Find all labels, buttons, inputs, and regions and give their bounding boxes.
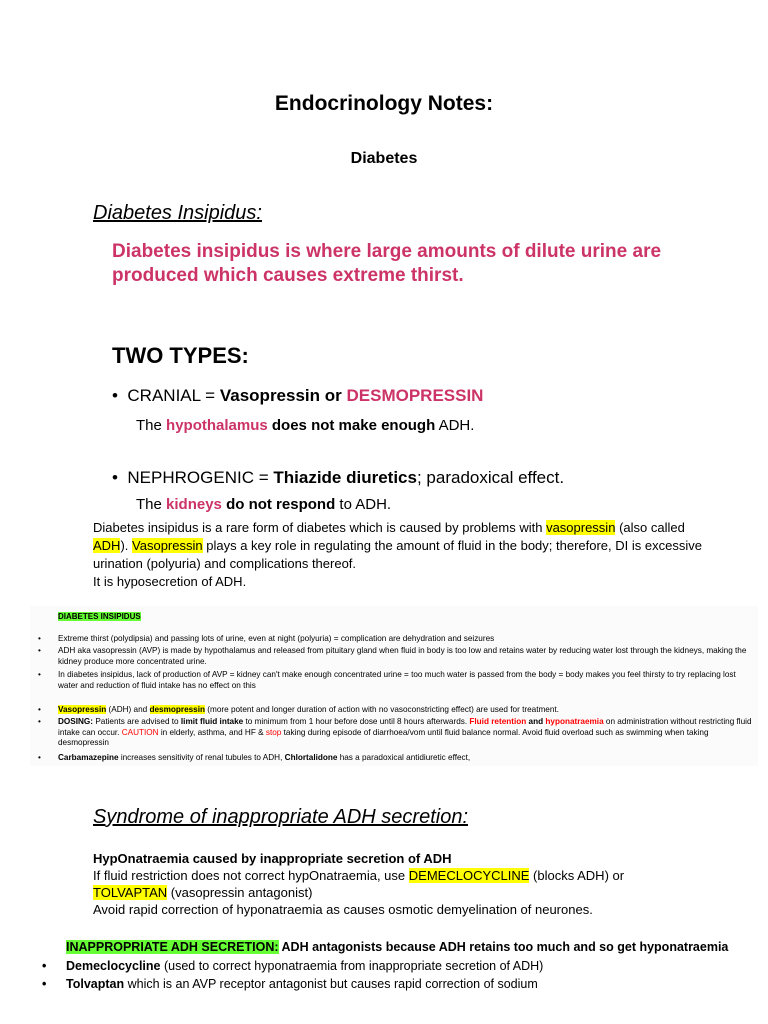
siadh-paragraph (93, 850, 713, 918)
para-text-2: (also called (619, 520, 685, 535)
box-desmopressin: desmopressin (149, 705, 206, 714)
box-chlortalidone: Chlortalidone (284, 753, 338, 762)
nephrogenic-desc-pre: The (136, 496, 162, 513)
cranial-desc-pre: The (136, 417, 162, 434)
cranial-drug1: Vasopressin or (219, 386, 342, 405)
page-title: Endocrinology Notes: (274, 92, 494, 115)
para-highlight-adh: ADH (93, 538, 121, 553)
para-text-3: ). (120, 538, 129, 553)
nephrogenic-rest: ; paradoxical effect. (416, 468, 565, 487)
box-b5-text-2: to minimum from 1 hour before dose until 8 hours afterwards. (245, 717, 468, 726)
para-highlight-vasopressin: vasopressin (546, 520, 616, 535)
siadh-text-1: If fluid restriction does not correct hypOnatraemia, use (93, 868, 406, 883)
cranial-desc-organ: hypothalamus (166, 417, 268, 434)
nephrogenic-line (112, 468, 564, 488)
list-item (58, 705, 758, 716)
box-bullet-3: In diabetes insipidus, lack of production of AVP = kidney can't make enough concentrated urine = too much water is passed from the body = body makes you feel thirsty to try replacing lost water and reduction of fluid intake has no effect on this (58, 670, 736, 690)
box-hyponatraemia: hyponatraemia (545, 717, 604, 726)
box-stop: stop (265, 727, 282, 737)
cranial-line (112, 386, 483, 406)
siadh-bullet1-rest: (used to correct hyponatraemia from inappropriate secretion of ADH) (163, 959, 544, 973)
cranial-desc-post: ADH. (438, 417, 475, 434)
siadh-bullet2-rest: which is an AVP receptor antagonist but causes rapid correction of sodium (127, 977, 538, 991)
box-b5-text-1: Patients are advised to (95, 717, 179, 726)
nephrogenic-desc (136, 496, 391, 513)
box-b4-text-1: (ADH) and (108, 705, 148, 714)
siadh-demeclocycline: DEMECLOCYCLINE (408, 868, 530, 883)
box-b6-text-1: increases sensitivity of renal tubules to ADH, (120, 753, 283, 762)
list-item (58, 753, 758, 764)
nephrogenic-label: NEPHROGENIC = (127, 468, 269, 487)
box-bullet-1: Extreme thirst (polydipsia) and passing lots of urine, even at night (polyuria) = complication are dehydration and seizures (58, 634, 495, 643)
siadh-bold-line: HypOnatraemia caused by inappropriate secretion of ADH (93, 851, 452, 866)
cranial-desc-bold: does not make enough (271, 417, 436, 434)
box-b6-text-2: has a paradoxical antidiuretic effect, (339, 753, 471, 762)
siadh-green-rest: ADH antagonists because ADH retains too much and so get hyponatraemia (281, 940, 729, 954)
para-highlight-vasopressin-2: Vasopressin (132, 538, 203, 553)
cranial-label: CRANIAL = (127, 386, 216, 405)
list-item (58, 646, 758, 667)
siadh-tolvaptan: TOLVAPTAN (93, 885, 168, 900)
page-subtitle: Diabetes (350, 150, 418, 167)
box-b5-and: and (528, 717, 544, 726)
list-item (58, 717, 758, 749)
siadh-green-label: INAPPROPRIATE ADH SECRETION: (66, 940, 279, 954)
cranial-desc (136, 417, 474, 434)
siadh-text-4: Avoid rapid correction of hyponatraemia as causes osmotic demyelination of neurones. (93, 902, 593, 917)
di-paragraph (93, 519, 713, 591)
list-item (58, 634, 758, 645)
di-definition: Diabetes insipidus is where large amounts of dilute urine are produced which causes extreme thirst. (112, 241, 662, 286)
cranial-drug2: DESMOPRESSIN (346, 386, 484, 405)
nephrogenic-desc-bold: do not respond (226, 496, 336, 513)
box-b5-text-4: in elderly, asthma, and HF & (160, 727, 264, 737)
box-limit-fluid: limit fluid intake (180, 717, 244, 726)
di-box-label: DIABETES INSIPIDUS (58, 612, 141, 621)
bullet-icon: • (112, 468, 128, 487)
box-vasopressin: Vasopressin (58, 705, 107, 714)
list-item (58, 670, 758, 691)
siadh-treatment-line (66, 940, 728, 954)
box-bullet-2: ADH aka vasopressin (AVP) is made by hypothalamus and released from pituitary gland when fluid in body is too low and retains water by reducing water lost through the kidneys, making the kidney produce more concentrated urine. (58, 646, 747, 666)
list-item (66, 959, 543, 973)
para-text-1: Diabetes insipidus is a rare form of diabetes which is caused by problems with (93, 520, 543, 535)
box-fluid-retention: Fluid retention (469, 717, 527, 726)
list-item (66, 977, 538, 991)
siadh-text-2: (blocks ADH) or (533, 868, 625, 883)
di-heading: Diabetes Insipidus: (93, 202, 262, 224)
nephrogenic-desc-post: to ADH. (339, 496, 392, 513)
nephrogenic-drug: Thiazide diuretics (273, 468, 417, 487)
types-heading: TWO TYPES: (112, 343, 249, 368)
box-b4-text-2: (more potent and longer duration of action with no vasoconstricting effect) are used for treatment. (207, 705, 559, 714)
box-carbamazepine: Carbamazepine (58, 753, 119, 762)
box-b5-text-3: on administration without restricting fluid intake can occur. (58, 717, 752, 737)
bullet-icon: • (112, 386, 128, 405)
box-b5-text-5: taking during episode of diarrhoea/vom until fluid balance normal. Avoid fluid overload such as swimming when taking desmopressin (58, 727, 709, 747)
box-caution: CAUTION (121, 727, 159, 737)
para-text-5: It is hyposecretion of ADH. (93, 574, 247, 589)
para-text-4: plays a key role in regulating the amount of fluid in the body; therefore, DI is excessive urination (polyuria) and complications thereof. (93, 538, 702, 571)
box-dosing-label: DOSING: (58, 717, 94, 726)
siadh-heading: Syndrome of inappropriate ADH secretion: (93, 806, 468, 828)
siadh-bullet2-drug: Tolvaptan (66, 977, 125, 991)
siadh-bullet1-drug: Demeclocycline (66, 959, 161, 973)
siadh-text-3: (vasopressin antagonist) (170, 885, 313, 900)
nephrogenic-desc-organ: kidneys (166, 496, 222, 513)
